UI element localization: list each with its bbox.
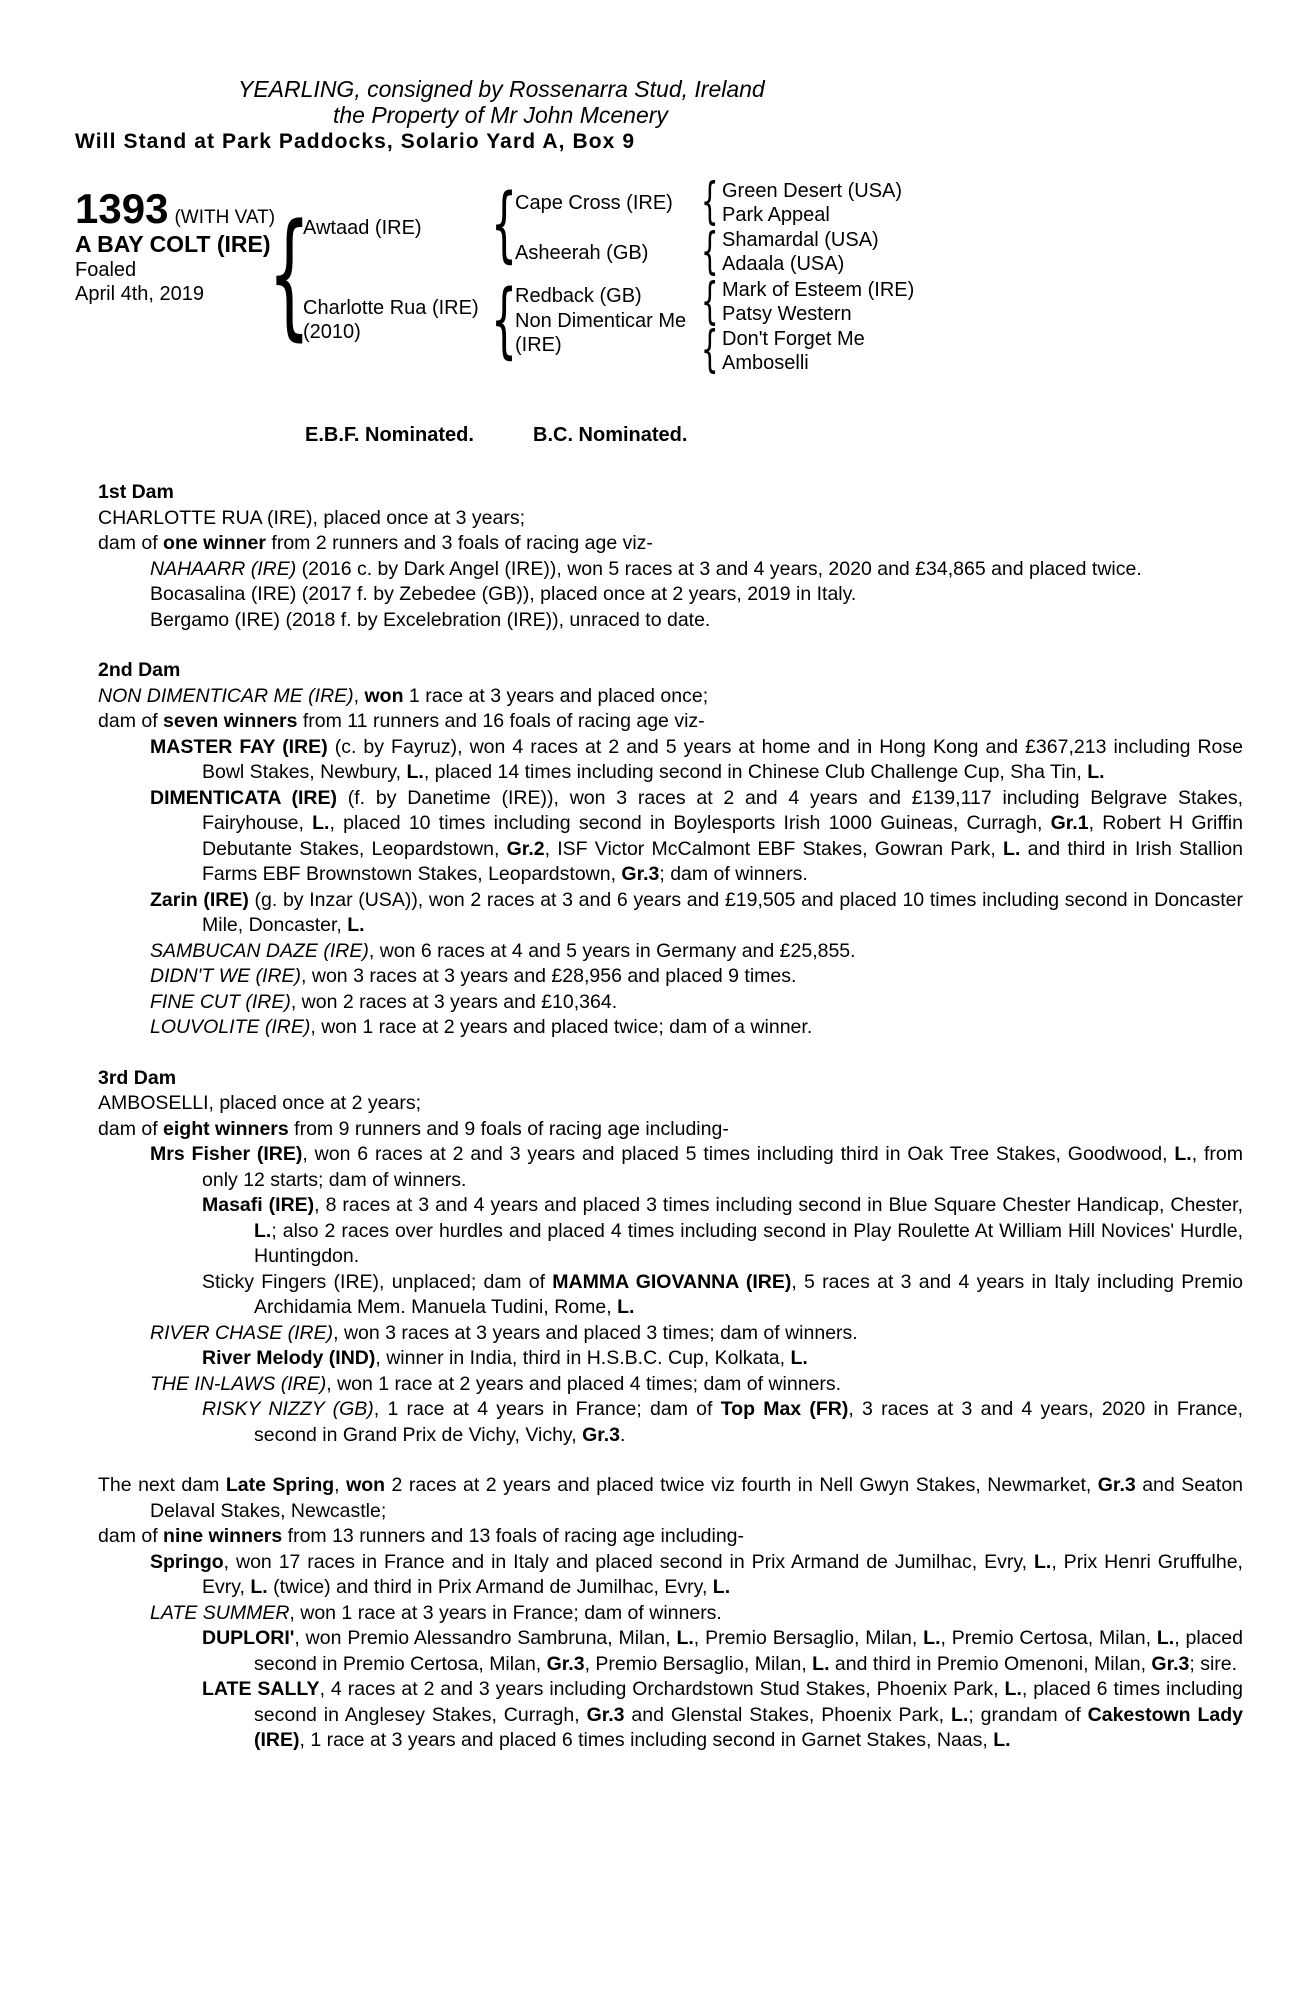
text-run: CHARLOTTE RUA (IRE), placed once at 3 years; <box>98 506 525 529</box>
granddam-maternal: Non Dimenticar Me (IRE) <box>515 310 687 356</box>
ebf-nominated-label: E.B.F. Nominated. <box>305 424 474 446</box>
text-run: FINE CUT (IRE) <box>150 990 291 1013</box>
pedigree-paragraph <box>98 1372 1243 1398</box>
text-run: , Premio Bersaglio, Milan, <box>693 1627 924 1649</box>
text-run: ; dam of winners. <box>659 863 808 885</box>
text-run: (twice) and third in Prix Armand de Jumilhac, Evry, <box>267 1576 713 1598</box>
text-run: Gr.3 <box>546 1652 585 1675</box>
section-heading: 3rd Dam <box>98 1066 177 1089</box>
text-run: L. <box>250 1576 268 1598</box>
text-run: ; also 2 races over hurdles and placed 4 times including second in Play Roulette At William Hill Novices' Hurdle, Huntingdon. <box>254 1219 1243 1267</box>
great-grandparent-1: Green Desert (USA) <box>722 180 903 202</box>
text-run: , 5 races at 3 and 4 years in Italy including Premio Archidamia Mem. Manuela Tudini, Rome, <box>254 1270 1244 1318</box>
consignor-line: YEARLING, consigned by Rossenarra Stud, Ireland <box>238 76 765 102</box>
text-run: Cakestown Lady (IRE) <box>254 1703 1243 1751</box>
great-grandparent-6: Patsy Western <box>722 303 852 325</box>
text-run: , placed second in Premio Certosa, Milan, <box>254 1627 1243 1675</box>
text-run: L. <box>617 1296 635 1318</box>
vat-label: (WITH VAT) <box>174 207 276 228</box>
text-run: DIMENTICATA (IRE) <box>150 786 337 809</box>
text-run: and third in Premio Omenoni, Milan, <box>829 1652 1152 1675</box>
text-run: L. <box>923 1627 941 1649</box>
pedigree-paragraph <box>98 990 1243 1016</box>
pedigree-paragraph <box>98 888 1243 939</box>
text-run: , Robert H Griffin Debutante Stakes, Leopardstown, <box>202 812 1243 860</box>
lot-number-row <box>75 185 276 232</box>
section-heading: 1st Dam <box>98 481 174 503</box>
text-run: from 9 runners and 9 foals of racing age including- <box>288 1117 729 1140</box>
text-run: ; sire. <box>1189 1652 1238 1675</box>
text-run: Bocasalina (IRE) (2017 f. by Zebedee (GB)), placed once at 2 years, 2019 in Italy. <box>150 583 857 605</box>
pedigree-paragraph <box>98 964 1243 990</box>
pedigree-paragraph <box>98 1473 1243 1524</box>
great-grandparent-4: Adaala (USA) <box>722 253 845 275</box>
text-run: Gr.3 <box>1151 1652 1190 1675</box>
pedigree-paragraph <box>98 1626 1243 1677</box>
pedigree-brace-gg4: { <box>701 320 719 378</box>
text-run: , ISF Victor McCalmont EBF Stakes, Gowran Park, <box>544 837 1004 860</box>
text-run: Late Spring <box>225 1474 335 1496</box>
text-run: NON DIMENTICAR ME (IRE) <box>98 684 354 707</box>
dam-section <box>98 1473 1243 1754</box>
text-run: , from only 12 starts; dam of winners. <box>202 1143 1244 1191</box>
text-run: Bergamo (IRE) (2018 f. by Excelebration (IRE)), unraced to date. <box>150 608 711 631</box>
text-run: L. <box>1087 761 1105 783</box>
pedigree-paragraph <box>98 608 1243 634</box>
text-run: Gr.3 <box>1097 1474 1136 1496</box>
text-run: LATE SUMMER <box>150 1601 290 1624</box>
pedigree-brace-dam: { <box>491 273 518 368</box>
pedigree-paragraph <box>98 1550 1243 1601</box>
text-run: L. <box>1174 1143 1192 1165</box>
dam-section <box>98 1066 1243 1449</box>
text-run: dam of <box>98 1525 164 1547</box>
colt-title: A BAY COLT (IRE) <box>75 231 271 257</box>
text-run: , won Premio Alessandro Sambruna, Milan, <box>294 1627 677 1649</box>
pedigree-paragraph <box>98 1091 1243 1117</box>
text-run: from 2 runners and 3 foals of racing age viz- <box>265 532 653 554</box>
pedigree-paragraph <box>98 786 1243 888</box>
text-run: eight winners <box>163 1117 289 1140</box>
text-run: Gr.3 <box>586 1703 625 1726</box>
pedigree-paragraph <box>98 709 1243 735</box>
text-run: , 3 races at 3 and 4 years, 2020 in France, second in Grand Prix de Vichy, Vichy, <box>254 1398 1243 1446</box>
text-run: RISKY NIZZY (GB) <box>202 1398 374 1420</box>
text-run: , Prix Henri Gruffulhe, Evry, <box>202 1550 1243 1598</box>
lot-number: 1393 <box>75 185 169 232</box>
text-run: , 8 races at 3 and 4 years and placed 3 times including second in Blue Square Chester Handicap, Chester, <box>314 1194 1243 1216</box>
text-run: L. <box>312 812 330 834</box>
text-run: L. <box>712 1576 731 1598</box>
text-run: 2 races at 2 years and placed twice viz fourth in Nell Gwyn Stakes, Newmarket, <box>385 1474 1098 1496</box>
text-run: L. <box>1003 837 1021 860</box>
catalog-sections <box>98 480 1243 1779</box>
text-run: , 4 races at 2 and 3 years including Orchardstown Stud Stakes, Phoenix Park, <box>319 1678 1005 1700</box>
text-run: Springo <box>150 1550 224 1573</box>
great-grandparent-7: Don't Forget Me <box>722 328 865 350</box>
text-run: , won 2 races at 3 years and £10,364. <box>290 990 618 1013</box>
dam-name: Charlotte Rua (IRE) <box>303 297 479 319</box>
pedigree-paragraph <box>98 939 1243 965</box>
text-run: , <box>353 684 365 707</box>
text-run: , winner in India, third in H.S.B.C. Cup, Kolkata, <box>375 1347 791 1369</box>
text-run: LOUVOLITE (IRE) <box>150 1016 311 1038</box>
pedigree-paragraph <box>98 1601 1243 1627</box>
great-grandparent-5: Mark of Esteem (IRE) <box>722 279 915 301</box>
text-run: nine winners <box>163 1525 283 1547</box>
pedigree-brace-main: { <box>268 194 311 354</box>
text-run: L. <box>406 761 424 783</box>
text-run: , won 6 races at 2 and 3 years and placed 5 times including third in Oak Tree Stakes, Goodwood, <box>302 1143 1175 1165</box>
text-run: from 13 runners and 13 foals of racing age including- <box>282 1525 745 1547</box>
text-run: , Premio Certosa, Milan, <box>940 1627 1157 1649</box>
property-line: the Property of Mr John Mcenery <box>333 102 668 128</box>
text-run: , 1 race at 3 years and placed 6 times including second in Garnet Stakes, Naas, <box>299 1729 994 1751</box>
text-run: Gr.3 <box>582 1423 621 1446</box>
text-run: , Premio Bersaglio, Milan, <box>584 1652 813 1675</box>
text-run: The next dam <box>98 1474 226 1496</box>
text-run: , placed 10 times including second in Boylesports Irish 1000 Guineas, Curragh, <box>329 812 1051 834</box>
pedigree-paragraph <box>98 506 1243 532</box>
pedigree-paragraph <box>98 557 1243 583</box>
text-run: from 11 runners and 16 foals of racing age viz- <box>297 710 705 732</box>
text-run: ; grandam of <box>968 1703 1088 1726</box>
text-run: L. <box>254 1219 272 1242</box>
text-run: 1 race at 3 years and placed once; <box>403 684 709 707</box>
text-run: L. <box>790 1347 808 1369</box>
pedigree-paragraph <box>98 1142 1243 1193</box>
text-run: (2016 c. by Dark Angel (IRE)), won 5 races at 3 and 4 years, 2020 and £34,865 and placed twice. <box>296 557 1142 580</box>
bc-nominated-label: B.C. Nominated. <box>533 424 688 446</box>
sire-name: Awtaad (IRE) <box>303 217 422 239</box>
pedigree-paragraph <box>98 1524 1243 1550</box>
text-run: , placed 6 times including second in Anglesey Stakes, Curragh, <box>254 1678 1243 1726</box>
text-run: (c. by Fayruz), won 4 races at 2 and 5 years at home and in Hong Kong and £367,213 including Rose Bowl Stakes, Newbury, <box>202 735 1243 783</box>
pedigree-paragraph <box>98 582 1243 608</box>
text-run: NAHAARR (IRE) <box>150 557 297 580</box>
pedigree-paragraph <box>98 531 1243 557</box>
text-run: , won 3 races at 3 years and placed 3 times; dam of winners. <box>333 1321 858 1344</box>
pedigree-paragraph <box>98 1677 1243 1754</box>
text-run: , 1 race at 4 years in France; dam of <box>373 1398 721 1420</box>
text-run: L. <box>676 1627 694 1649</box>
pedigree-brace-sire: { <box>491 177 518 272</box>
pedigree-paragraph <box>98 1015 1243 1041</box>
text-run: L. <box>1156 1627 1175 1649</box>
grandsire-paternal: Cape Cross (IRE) <box>515 192 673 214</box>
text-run: dam of <box>98 710 164 732</box>
text-run: Masafi (IRE) <box>202 1194 315 1216</box>
text-run: , won 3 races at 3 years and £28,956 and placed 9 times. <box>301 965 797 987</box>
great-grandparent-8: Amboselli <box>722 352 809 374</box>
text-run: L. <box>347 914 365 936</box>
text-run: L. <box>1004 1678 1022 1700</box>
dam-year: (2010) <box>303 321 361 343</box>
section-heading: 2nd Dam <box>98 659 181 681</box>
text-run: (g. by Inzar (USA)), won 2 races at 3 and 6 years and £19,505 and placed 10 times including second in Doncaster Mile, Doncaster, <box>202 888 1243 936</box>
pedigree-paragraph <box>98 1117 1243 1143</box>
text-run: , won 1 race at 2 years and placed twice; dam of a winner. <box>310 1016 813 1038</box>
pedigree-paragraph <box>98 1346 1243 1372</box>
grandsire-maternal: Redback (GB) <box>515 285 642 307</box>
text-run: RIVER CHASE (IRE) <box>150 1321 334 1344</box>
pedigree-paragraph <box>98 1321 1243 1347</box>
text-run: Gr.2 <box>506 837 545 860</box>
text-run: L. <box>950 1703 969 1726</box>
text-run: , won 1 race at 3 years in France; dam of winners. <box>289 1601 722 1624</box>
pedigree-brace-gg2: { <box>701 222 719 280</box>
text-run: DIDN'T WE (IRE) <box>150 965 302 987</box>
pedigree-paragraph <box>98 684 1243 710</box>
foaled-label: Foaled <box>75 259 137 281</box>
text-run: LATE SALLY <box>202 1678 320 1700</box>
text-run: Sticky Fingers (IRE), unplaced; dam of <box>202 1270 553 1293</box>
text-run: won <box>364 684 404 707</box>
text-run: , won 1 race at 2 years and placed 4 times; dam of winners. <box>326 1372 842 1395</box>
text-run: dam of <box>98 532 164 554</box>
text-run: one winner <box>163 532 266 554</box>
great-grandparent-3: Shamardal (USA) <box>722 229 879 251</box>
dam-section <box>98 480 1243 633</box>
text-run: Gr.1 <box>1050 812 1089 834</box>
text-run: DUPLORI' <box>202 1627 295 1649</box>
text-run: River Melody (IND) <box>202 1347 376 1369</box>
text-run: dam of <box>98 1117 164 1140</box>
text-run: Top Max (FR) <box>720 1398 849 1420</box>
text-run: , <box>334 1474 347 1496</box>
granddam-paternal: Asheerah (GB) <box>515 242 649 264</box>
text-run: , won 17 races in France and in Italy and placed second in Prix Armand de Jumilhac, Evry, <box>223 1550 1034 1573</box>
text-run: and third in Irish Stallion Farms EBF Brownstown Stakes, Leopardstown, <box>202 837 1243 885</box>
text-run: and Seaton Delaval Stakes, Newcastle; <box>150 1474 1244 1522</box>
pedigree-paragraph <box>98 1270 1243 1321</box>
text-run: Zarin (IRE) <box>150 888 249 911</box>
great-grandparent-2: Park Appeal <box>722 204 830 226</box>
text-run: , won 6 races at 4 and 5 years in Germany and £25,855. <box>368 939 856 962</box>
text-run: won <box>346 1474 386 1496</box>
pedigree-paragraph <box>98 735 1243 786</box>
text-run: MAMMA GIOVANNA (IRE) <box>552 1270 792 1293</box>
text-run: L. <box>1034 1550 1052 1573</box>
text-run: SAMBUCAN DAZE (IRE) <box>150 939 369 962</box>
text-run: (f. by Danetime (IRE)), won 3 races at 2 and 4 years and £139,117 including Belgrave Stakes, Fairyhouse, <box>202 786 1243 834</box>
text-run: seven winners <box>163 710 298 732</box>
text-run: L. <box>812 1652 830 1675</box>
text-run: MASTER FAY (IRE) <box>150 735 328 758</box>
text-run: AMBOSELLI, placed once at 2 years; <box>98 1092 422 1114</box>
text-run: THE IN-LAWS (IRE) <box>150 1372 327 1395</box>
text-run: Gr.3 <box>621 863 660 885</box>
pedigree-brace-gg3: { <box>701 272 719 330</box>
text-run: L. <box>993 1729 1011 1751</box>
text-run: and Glenstal Stakes, Phoenix Park, <box>624 1703 951 1726</box>
dam-section <box>98 658 1243 1041</box>
text-run: , placed 14 times including second in Chinese Club Challenge Cup, Sha Tin, <box>423 761 1088 783</box>
pedigree-paragraph <box>98 1193 1243 1270</box>
pedigree-paragraph <box>98 1397 1243 1448</box>
text-run: Mrs Fisher (IRE) <box>150 1143 303 1165</box>
pedigree-brace-gg1: { <box>701 172 719 230</box>
text-run: . <box>620 1423 626 1446</box>
foaled-date: April 4th, 2019 <box>75 283 204 305</box>
stabling-line: Will Stand at Park Paddocks, Solario Yard A, Box 9 <box>75 130 636 153</box>
